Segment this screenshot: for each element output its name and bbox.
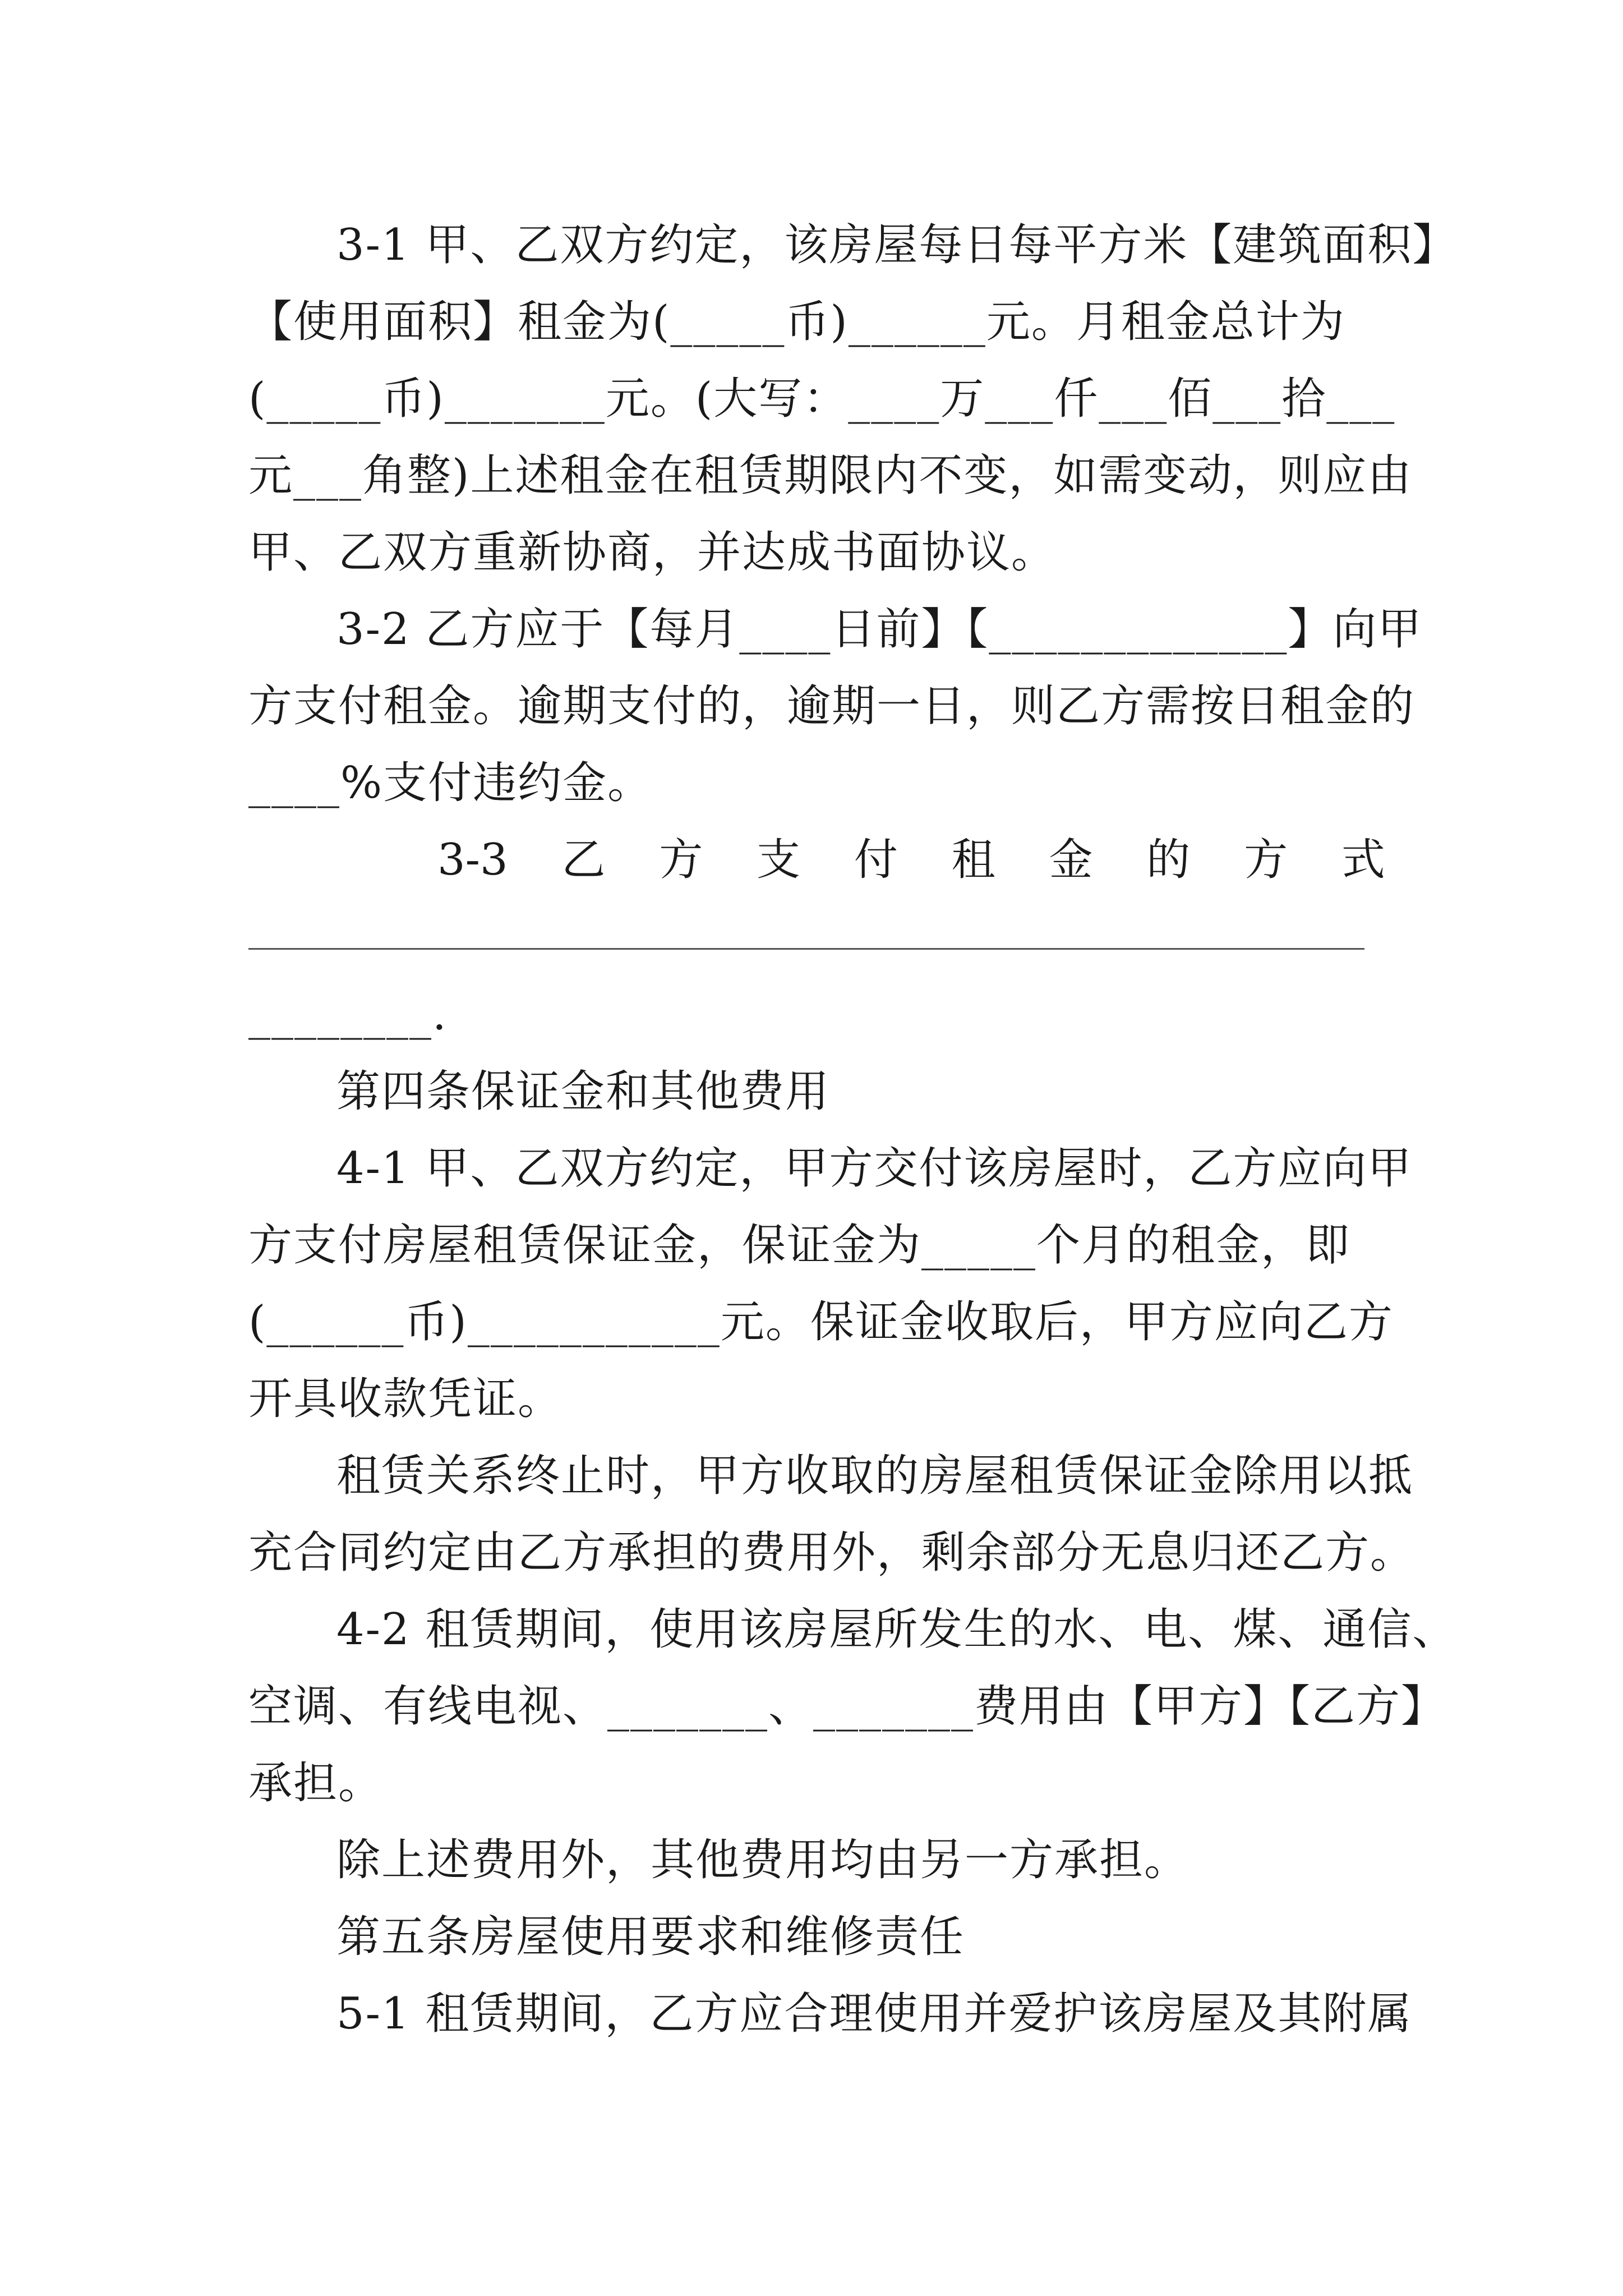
clause-3-1-line-5: 甲、乙双方重新协商，并达成书面协议。 [248,527,1057,578]
clause-3-3-word: 乙 [561,835,606,885]
clause-3-3-word: 的 [1146,835,1191,885]
clause-3-1-line-4: 元___角整)上述租金在租赁期限内不变，如需变动，则应由 [248,450,1413,501]
clause-3-1-line-2: 【使用面积】租金为(_____币)______元。月租金总计为 [248,297,1345,347]
other-fees-line: 除上述费用外，其他费用均由另一方承担。 [336,1835,1189,1885]
clause-3-3-line [437,835,1385,885]
deposit-return-line-1: 租赁关系终止时，甲方收取的房屋租赁保证金除用以抵 [336,1451,1414,1501]
clause-4-1-line-2: 方支付房屋租赁保证金，保证金为_____个月的租金，即 [248,1220,1351,1271]
clause-3-1-line-3: (_____币)_______元。(大写：____万___仟___佰___拾___ [248,374,1396,424]
clause-3-2-line-1: 3-2 乙方应于【每月____日前】【_____________】向甲 [336,604,1423,655]
clause-4-1-line-4: 开具收款凭证。 [248,1374,563,1424]
blank-underline [248,948,1364,950]
clause-3-3-word: 支 [757,835,801,885]
clause-5-1-line-1: 5-1 租赁期间，乙方应合理使用并爱护该房屋及其附属 [336,1989,1413,2039]
deposit-return-line-2: 充合同约定由乙方承担的费用外，剩余部分无息归还乙方。 [248,1527,1415,1578]
clause-4-2-line-3: 承担。 [248,1758,384,1809]
clause-4-1-line-3: (______币)___________元。保证金收取后，甲方应向乙方 [248,1297,1394,1347]
clause-3-3-word: 方 [1244,835,1288,885]
clause-3-3-word: 方 [659,835,703,885]
clause-3-3-word: 式 [1341,835,1385,885]
article-5-heading: 第五条房屋使用要求和维修责任 [336,1912,965,1962]
clause-4-2-line-1: 4-2 租赁期间，使用该房屋所发生的水、电、煤、通信、 [336,1604,1458,1655]
blank-line-end: ________. [248,990,448,1040]
clause-4-2-line-2: 空调、有线电视、_______、_______费用由【甲方】【乙方】 [248,1681,1446,1732]
clause-3-3-word: 金 [1049,835,1093,885]
clause-3-2-line-2: 方支付租金。逾期支付的，逾期一日，则乙方需按日租金的 [248,681,1415,731]
clause-3-2-line-3: ____%支付违约金。 [248,758,653,808]
clause-3-1-line-1: 3-1 甲、乙双方约定，该房屋每日每平方米【建筑面积】 [336,220,1458,270]
clause-3-3-word: 付 [854,835,898,885]
clause-3-3-word: 租 [951,835,995,885]
clause-3-3-word: 3-3 [437,835,508,885]
article-4-heading: 第四条保证金和其他费用 [336,1066,831,1117]
clause-4-1-line-1: 4-1 甲、乙双方约定，甲方交付该房屋时，乙方应向甲 [336,1143,1413,1194]
